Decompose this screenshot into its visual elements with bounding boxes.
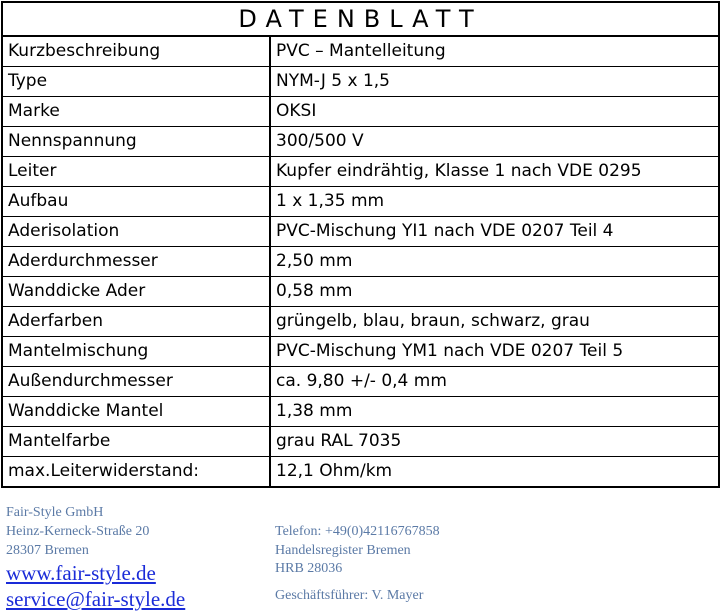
row-value: 12,1 Ohm/km — [270, 457, 719, 488]
row-label: Aderfarben — [2, 307, 270, 337]
company-hrb: HRB 28036 — [275, 561, 343, 576]
row-label: max.Leiterwiderstand: — [2, 457, 270, 488]
table-row — [2, 457, 719, 488]
company-city: 28307 Bremen — [6, 543, 89, 558]
datasheet-table — [1, 1, 720, 488]
row-label: Leiter — [2, 157, 270, 187]
row-value: NYM-J 5 x 1,5 — [270, 67, 719, 97]
row-label: Wanddicke Mantel — [2, 397, 270, 427]
row-value: PVC-Mischung YI1 nach VDE 0207 Teil 4 — [270, 217, 719, 247]
row-value: 0,58 mm — [270, 277, 719, 307]
datasheet-title: DATENBLATT — [2, 2, 719, 36]
table-row — [2, 187, 719, 217]
company-street: Heinz-Kerneck-Straße 20 — [6, 524, 150, 539]
company-ceo: Geschäftsführer: V. Mayer — [275, 588, 424, 603]
table-row — [2, 337, 719, 367]
row-label: Wanddicke Ader — [2, 277, 270, 307]
row-label: Mantelfarbe — [2, 427, 270, 457]
row-label: Nennspannung — [2, 127, 270, 157]
table-row — [2, 67, 719, 97]
title-row — [2, 2, 719, 36]
row-value: PVC-Mischung YM1 nach VDE 0207 Teil 5 — [270, 337, 719, 367]
row-value: Kupfer eindrähtig, Klasse 1 nach VDE 0295 — [270, 157, 719, 187]
table-row — [2, 97, 719, 127]
table-row — [2, 36, 719, 67]
table-row — [2, 277, 719, 307]
row-value: 300/500 V — [270, 127, 719, 157]
row-label: Marke — [2, 97, 270, 127]
row-label: Aderisolation — [2, 217, 270, 247]
table-row — [2, 127, 719, 157]
row-value: grüngelb, blau, braun, schwarz, grau — [270, 307, 719, 337]
website-link[interactable]: www.fair-style.de — [6, 561, 156, 585]
row-value: ca. 9,80 +/- 0,4 mm — [270, 367, 719, 397]
row-label: Aufbau — [2, 187, 270, 217]
table-row — [2, 157, 719, 187]
row-value: grau RAL 7035 — [270, 427, 719, 457]
row-value: PVC – Mantelleitung — [270, 36, 719, 67]
row-value: 1 x 1,35 mm — [270, 187, 719, 217]
company-name: Fair-Style GmbH — [6, 505, 104, 520]
table-row — [2, 247, 719, 277]
row-value: OKSI — [270, 97, 719, 127]
company-phone: Telefon: +49(0)42116767858 — [275, 524, 440, 539]
table-row — [2, 307, 719, 337]
row-label: Außendurchmesser — [2, 367, 270, 397]
company-register: Handelsregister Bremen — [275, 543, 411, 558]
table-row — [2, 367, 719, 397]
row-value: 1,38 mm — [270, 397, 719, 427]
row-value: 2,50 mm — [270, 247, 719, 277]
row-label: Type — [2, 67, 270, 97]
email-link[interactable]: service@fair-style.de — [6, 587, 186, 611]
table-row — [2, 217, 719, 247]
row-label: Aderdurchmesser — [2, 247, 270, 277]
table-row — [2, 427, 719, 457]
row-label: Kurzbeschreibung — [2, 36, 270, 67]
row-label: Mantelmischung — [2, 337, 270, 367]
table-row — [2, 397, 719, 427]
